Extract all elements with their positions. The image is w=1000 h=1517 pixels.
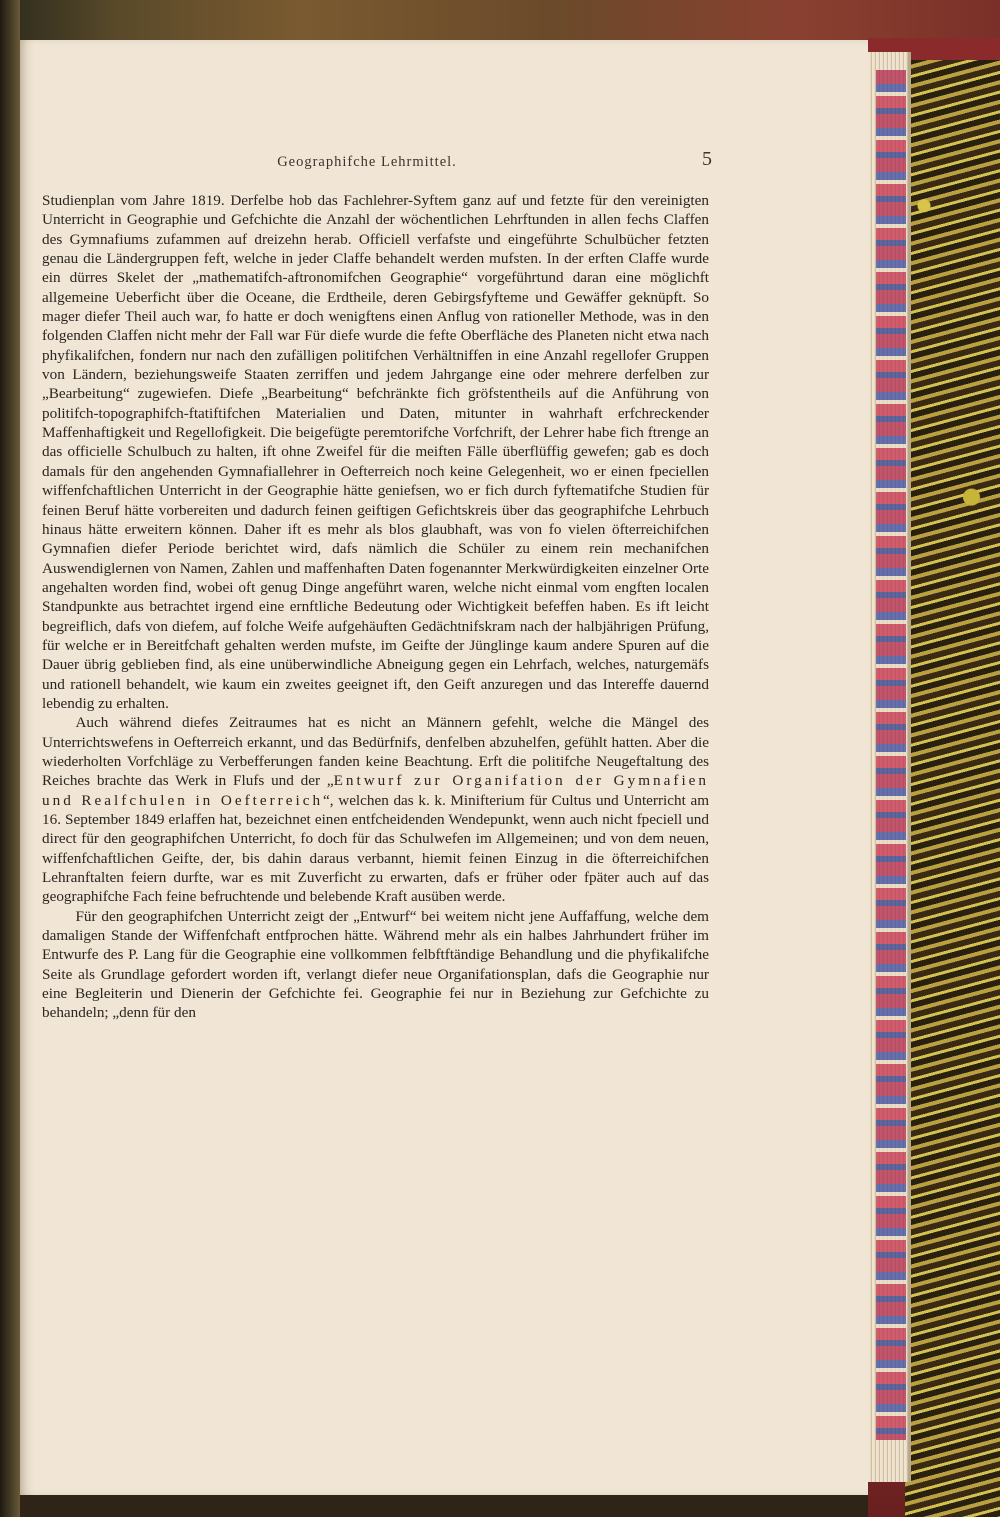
paragraph-2 [42, 713, 709, 906]
paragraph-3 [42, 907, 709, 1023]
page-number: 5 [702, 148, 712, 170]
page-header [42, 148, 712, 182]
running-title: Geographifche Lehrmittel. [277, 154, 457, 170]
book-spine-edge [0, 0, 20, 1517]
paragraph-text: Für den geographifchen Unterricht zeigt der „Entwurf“ bei weitem nicht jene Auffaffung, welche dem damaligen Stande der Wiffenfchaft entfprochen hätte. Während mehr als ein halbes Jahrhundert früher im Entwurfe des P. Lang für die Geographie eine vollkommen felbftftändige Behandlung und die phyfikalifche Seite als Grundlage gefordert worden ift, verlangt diefer neue Organifationsplan, dafs die Geographie nur eine Begleiterin und Dienerin der Gefchichte fei. Geographie fei nur in Beziehung zur Gefchichte zu behandeln; „denn für den [42, 907, 709, 1022]
marbled-endpaper [905, 60, 1000, 1517]
paragraph-text: “, welchen das k. k. Minifterium für Cultus und Unterricht am 16. September 1849 erlaffen hat, bezeichnet einen entfcheidenden Wendepunkt, wenn auch nicht fpeciell und direct für den geographifchen Unterricht, fo doch für das Schulwefen im Allgemeinen; und von dem neuen, wiffenfchaftlichen Geifte, der, bis dahin daraus verbannt, hiemit feinen Einzug in die öfterreichifchen Lehranftalten feiern durfte, war es mit Zuverficht zu erwarten, dafs er früher oder fpäter auch auf das geographifche Fach feine befruchtende und belebende Kraft ausüben werde. [42, 791, 710, 906]
marbled-fore-edge [876, 70, 906, 1440]
paragraph-1 [42, 191, 709, 713]
spaced-title: Entwurf zur Organifation der Gymnafien und Realfchulen in Oefterreich [42, 772, 710, 809]
body-text [42, 191, 709, 1023]
paragraph-text: Studienplan vom Jahre 1819. Derfelbe hob das Fachlehrer-Syftem ganz auf und fetzte für den vereinigten Unterricht in Geographie und Gefchichte die Anzahl der wöchentlichen Lehrftunden in allen fechs Claffen des Gymnafiums zufammen auf dreizehn herab. Officiell verfafste und eingeführte Schulbücher fetzten genau die Ländergruppen feft, welche in jeder Claffe behandelt werden mufsten. In der erften Claffe wurde ein dürres Skelet der „mathematifch-aftronomifchen Geographie“ vorgeführtund daran eine möglichft allgemeine Ueberficht über die Oceane, die Erdtheile, deren Gebirgsfyfteme und Gewäffer geknüpft. So mager diefer Theil auch war, fo hatte er doch wenigftens einen Anflug von rationeller Methode, was in den folgenden Claffen nicht mehr der Fall war Für diefe wurde die fefte Oberfläche des Planeten nicht etwa nach phyfikalifchen, fondern nur nach den zufälligen politifchen Verhältniffen in eine Anzahl regellofer Gruppen von Ländern, beziehungsweife Staaten zerriffen und jedem Jahrgange eine oder mehrere derfelben zur „Bearbeitung“ zugewiefen. Diefe „Bearbeitung“ befchränkte fich gröfstentheils auf die Anführung von politifch-topographifch-ftatiftifchen Materialien und Daten, mitunter in wahrhaft erfchreckender Maffenhaftigkeit und Regellofigkeit. Die beigefügte peremtorifche Vorfchrift, der Lehrer habe fich ftrenge an das officielle Schulbuch zu halten, ift ohne Zweifel für die meiften Fälle überflüffig gewefen; gab es doch damals für den angehenden Gymnafiallehrer in Oefterreich noch keine Gelegenheit, wo er einen fpeciellen wiffenfchaftlichen Unterricht in der Geographie hätte geniefsen, wo er fich durch fyftematifche Studien für feinen Beruf hätte vorbereiten und dadurch feinen geiftigen Gefichtskreis über das geographifche Lehrbuch hinaus hätte erweitern können. Daher ift es mehr als blos glaubhaft, was von fo vielen öfterreichifchen Gymnafien diefer Periode berichtet wird, dafs nämlich die Schüler zu einem rein mechanifchen Auswendiglernen von Namen, Zahlen und maffenhaften Daten fogenannter Merkwürdigkeiten einzelner Orte angehalten worden find, wobei oft genug Dinge angeführt waren, welche nicht einmal vom engften localen Standpunkte aus betrachtet irgend eine ernftliche Bedeutung oder Wichtigkeit befeffen haben. Es ift leicht begreiflich, dafs von diefem, auf folche Weife aufgehäuften Gedächtnifskram nach der halbjährigen Prüfung, für welche er in Bereitfchaft gehalten werden mufste, im Geifte der Jünglinge kaum andere Spuren auf die Dauer übrig geblieben find, als eine unüberwindliche Abneigung gegen ein Lehrfach, welches, naturgemäfs und rationell behandelt, wie kaum ein zweites geeignet ift, den Geift anzuregen und das Intereffe dauernd lebendig zu erhalten. [42, 192, 709, 712]
paragraph-text: Auch während diefes Zeitraumes hat es nicht an Männern gefehlt, welche die Mängel des Unterrichtswefens in Oefterreich erkannt, und das Bedürfnifs, denfelben abzuhelfen, gefühlt hatten. Aber die wiederholten Vorfchläge zu Verbefferungen fanden keine Beachtung. Erft die politifche Neugeftaltung des Reiches brachte das Werk in Flufs und der „ [42, 714, 709, 790]
